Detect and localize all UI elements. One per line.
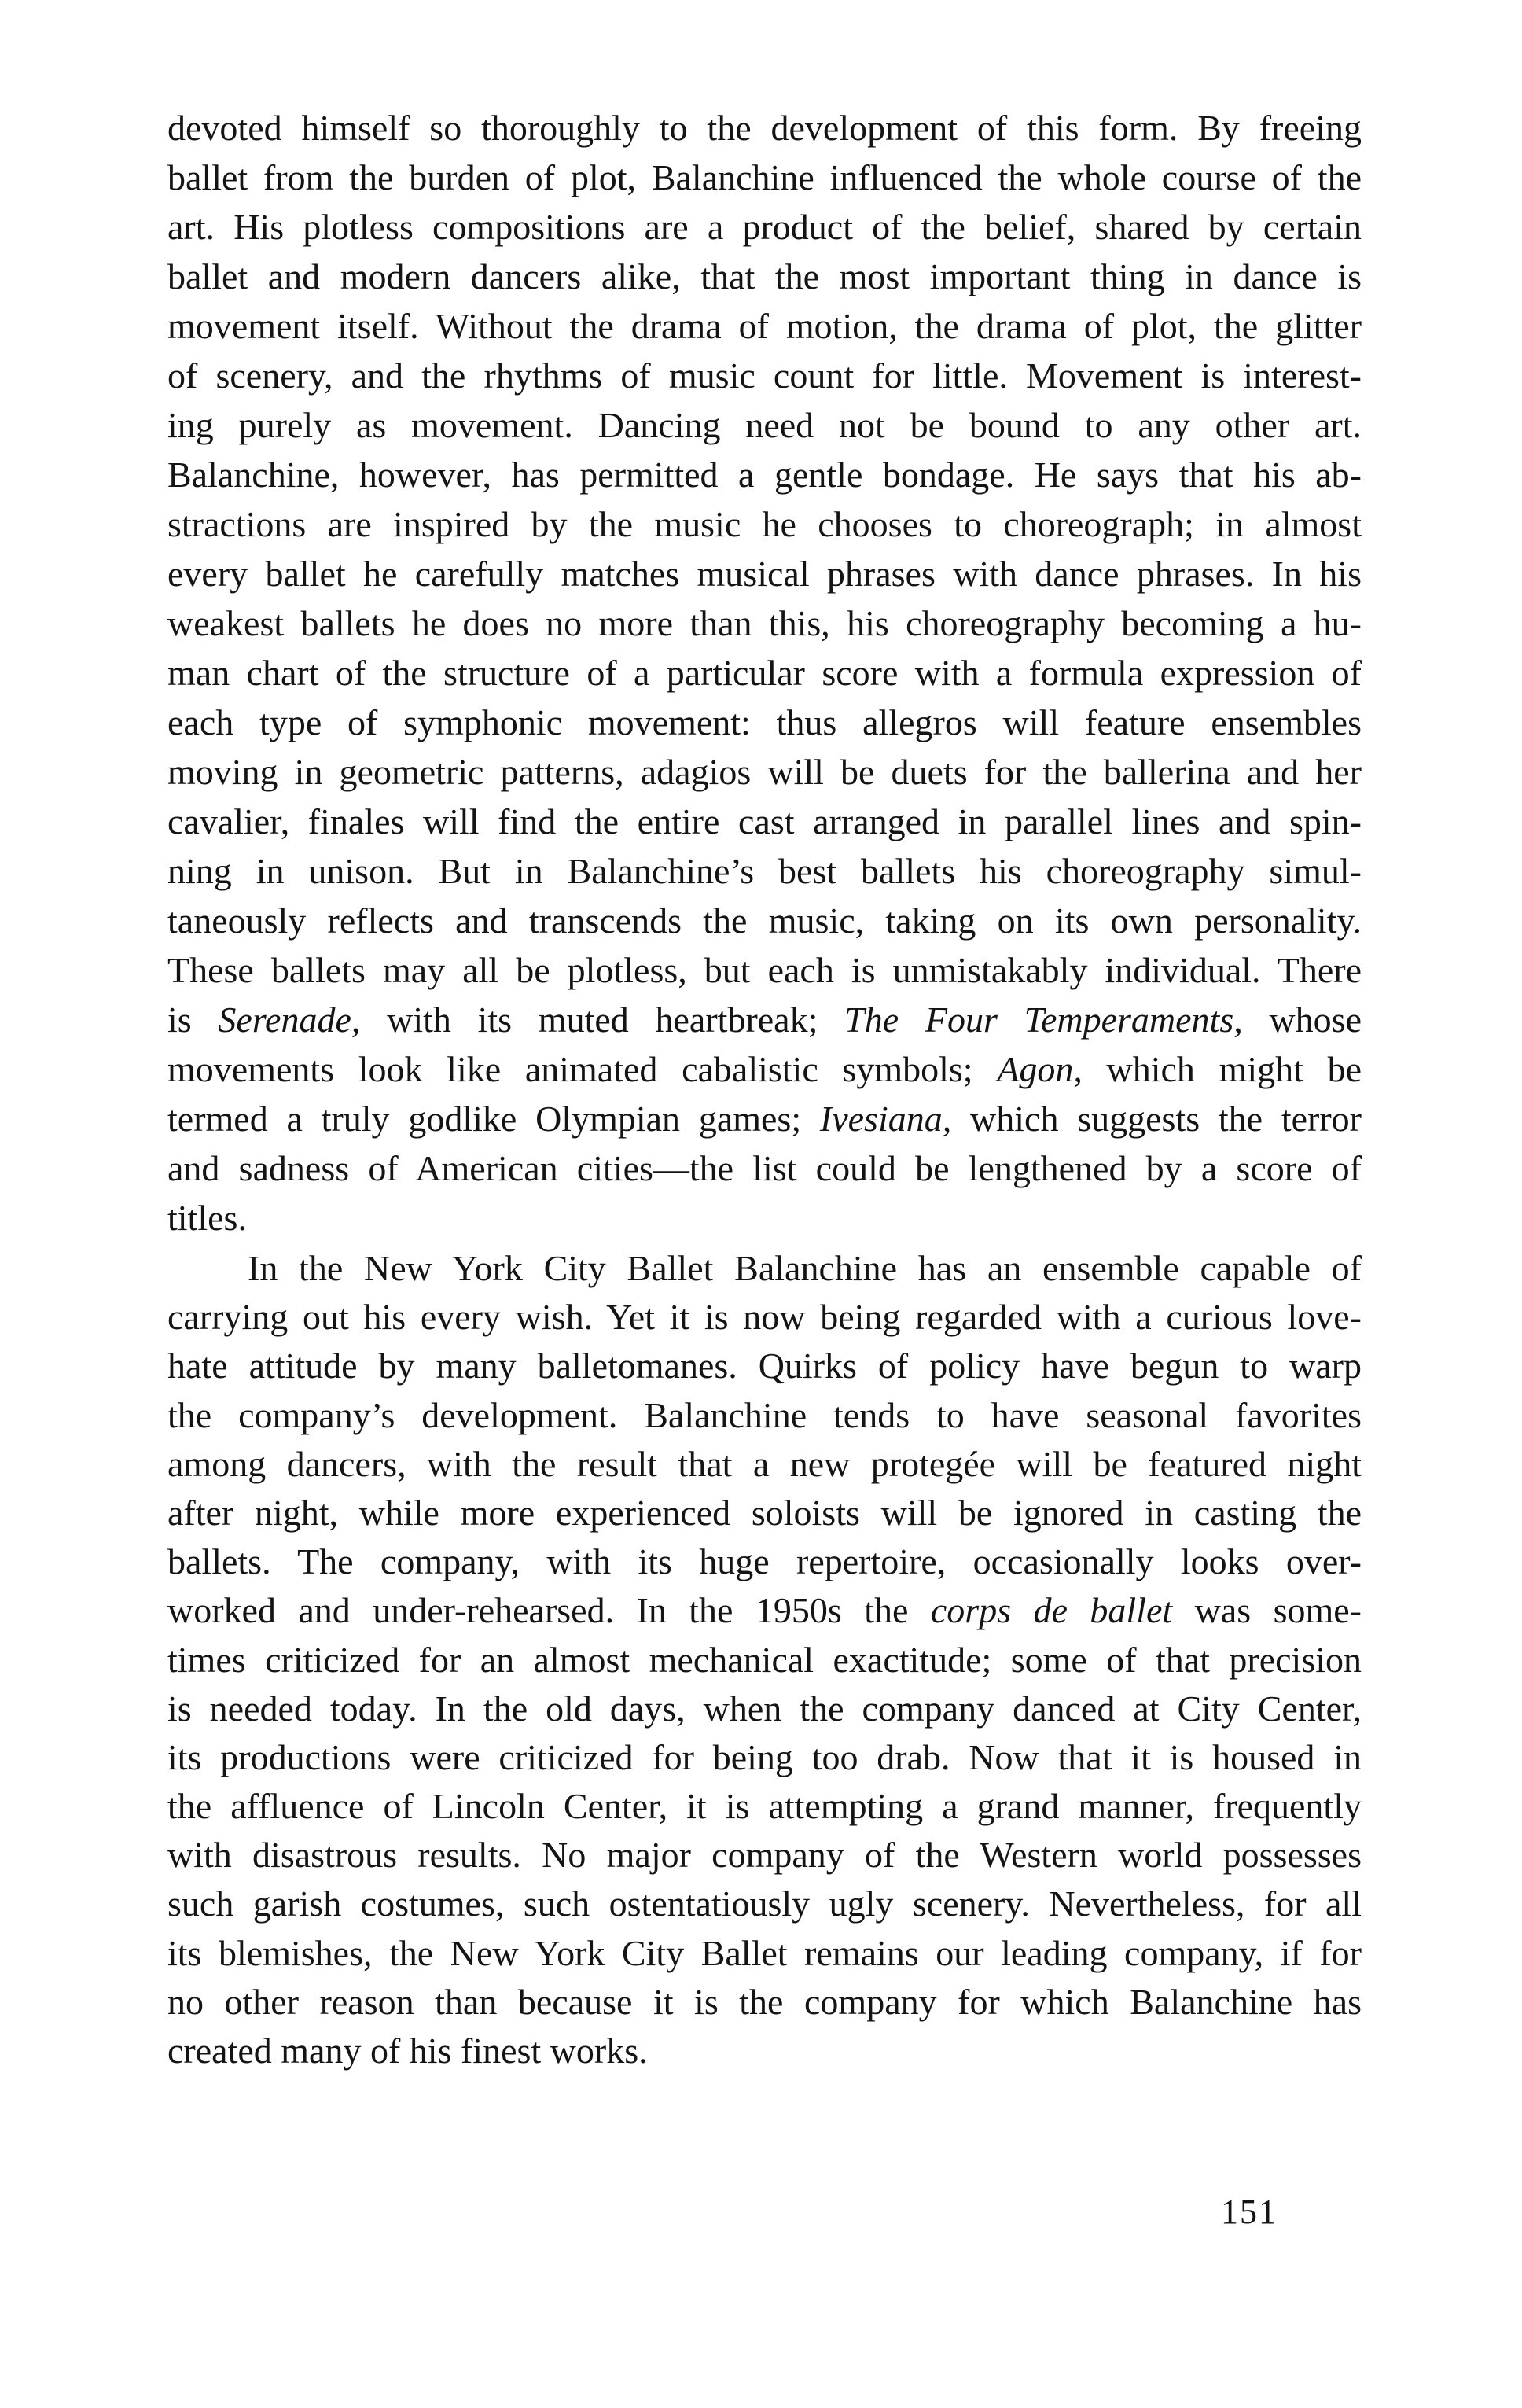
text-line-content [167, 1880, 1362, 1928]
text-line [167, 301, 1362, 351]
text-segment: ballets. The company, with its huge repertoire, occasionally looks over- [167, 1541, 1362, 1582]
text-line-content [167, 1978, 1362, 2027]
text-segment: hate attitude by many balletomanes. Quirks of policy have begun to warp [167, 1346, 1362, 1386]
text-line [167, 1193, 1362, 1243]
text-line-content [167, 1193, 1362, 1243]
text-segment: the affluence of Lincoln Center, it is attempting a grand manner, frequently [167, 1786, 1362, 1827]
text-segment: was some- [1172, 1590, 1362, 1631]
text-segment: created many of his finest works. [167, 2031, 648, 2071]
text-line [167, 1342, 1362, 1390]
text-line-content [167, 1143, 1362, 1193]
text-line-content [248, 1244, 1362, 1293]
text-segment: art. His plotless compositions are a product of the belief, shared by certain [167, 207, 1362, 247]
text-segment: is [167, 1000, 219, 1040]
text-line-content [167, 1831, 1362, 1880]
text-line [167, 1929, 1362, 1978]
text-segment: with disastrous results. No major company of the Western world possesses [167, 1835, 1362, 1876]
text-segment: whose [1242, 1000, 1362, 1040]
text-line-content [167, 846, 1362, 896]
text-segment: movements look like animated cabalistic symbols; [167, 1049, 998, 1089]
italic-title: corps de ballet [930, 1590, 1173, 1631]
text-segment: In the New York City Ballet Balanchine has an ensemble capable of [248, 1248, 1362, 1288]
text-line [167, 1586, 1362, 1635]
text-segment: every ballet he carefully matches musical phrases with dance phrases. In his [167, 554, 1362, 594]
text-line [167, 153, 1362, 202]
text-line [167, 1489, 1362, 1537]
text-segment: among dancers, with the result that a new protegée will be featured night [167, 1443, 1362, 1484]
text-line-content [167, 1440, 1362, 1489]
text-segment: and sadness of American cities—the list could be lengthened by a score of [167, 1148, 1362, 1188]
text-segment: such garish costumes, such ostentatiously ugly scenery. Nevertheless, for all [167, 1883, 1362, 1924]
text-line [167, 450, 1362, 499]
text-line-content [167, 797, 1362, 846]
text-line [167, 499, 1362, 549]
text-line [167, 1880, 1362, 1928]
italic-title: Serenade, [218, 1000, 361, 1040]
text-line-content [167, 1782, 1362, 1831]
text-segment: each type of symphonic movement: thus allegros will feature ensembles [167, 702, 1362, 742]
text-line [167, 400, 1362, 450]
text-line [167, 202, 1362, 252]
text-line-content [167, 1929, 1362, 1978]
text-line [167, 797, 1362, 846]
text-line-content [167, 1636, 1362, 1684]
text-line-content [167, 1684, 1362, 1733]
text-segment: the company’s development. Balanchine tends to have seasonal favorites [167, 1394, 1362, 1435]
text-segment: with its muted heartbreak; [360, 1000, 845, 1040]
text-line [167, 598, 1362, 648]
text-line-content [167, 896, 1362, 945]
text-line-content [167, 351, 1362, 400]
text-line [167, 2027, 1362, 2075]
text-segment: which might be [1082, 1049, 1362, 1089]
text-segment: carrying out his every wish. Yet it is now being regarded with a curious love- [167, 1297, 1362, 1338]
text-line-content [167, 945, 1362, 995]
text-line-content [167, 549, 1362, 598]
text-segment: which suggests the terror [951, 1099, 1362, 1139]
text-line [167, 1440, 1362, 1489]
text-line [167, 103, 1362, 153]
text-line-content [167, 1391, 1362, 1440]
text-line-content [167, 1537, 1362, 1586]
text-line-content [167, 1293, 1362, 1342]
text-line-content [167, 747, 1362, 797]
text-segment: termed a truly godlike Olympian games; [167, 1099, 820, 1139]
text-line-content [167, 301, 1362, 351]
text-segment: titles. [167, 1198, 247, 1238]
text-line-content [167, 598, 1362, 648]
text-line [167, 1782, 1362, 1831]
text-line-content [167, 648, 1362, 698]
text-segment: taneously reflects and transcends the music, taking on its own personality. [167, 900, 1362, 941]
italic-title: Agon, [997, 1049, 1083, 1089]
text-segment: ing purely as movement. Dancing need not be bound to any other art. [167, 405, 1362, 445]
text-line-content [167, 450, 1362, 499]
text-segment: moving in geometric patterns, adagios will be duets for the ballerina and her [167, 752, 1362, 792]
text-line-content [167, 2027, 1362, 2075]
text-line [167, 846, 1362, 896]
text-line [167, 1143, 1362, 1193]
text-segment: ballet from the burden of plot, Balanchine influenced the whole course of the [167, 157, 1362, 197]
text-line-content [167, 1044, 1362, 1094]
text-line [167, 698, 1362, 747]
page-number: 151 [1221, 2193, 1278, 2231]
text-line-content [167, 202, 1362, 252]
text-segment: man chart of the structure of a particular score with a formula expression of [167, 653, 1362, 693]
text-line [167, 252, 1362, 301]
text-segment: stractions are inspired by the music he chooses to choreograph; in almost [167, 504, 1362, 544]
text-line [167, 549, 1362, 598]
text-segment: ning in unison. But in Balanchine’s best ballets his choreography simul- [167, 851, 1362, 891]
text-segment: no other reason than because it is the company for which Balanchine has [167, 1981, 1362, 2022]
text-line-content [167, 1733, 1362, 1782]
text-segment: times criticized for an almost mechanical exactitude; some of that precision [167, 1639, 1362, 1680]
text-line [167, 1733, 1362, 1782]
italic-title: Ivesiana, [819, 1099, 952, 1139]
text-line [167, 1831, 1362, 1880]
text-line [167, 1636, 1362, 1684]
text-line-content [167, 1342, 1362, 1390]
text-line [167, 1537, 1362, 1586]
text-line [167, 648, 1362, 698]
text-segment: is needed today. In the old days, when the company danced at City Center, [167, 1688, 1362, 1729]
text-segment: movement itself. Without the drama of motion, the drama of plot, the glitter [167, 306, 1362, 346]
text-line-content [167, 103, 1362, 153]
text-segment: ballet and modern dancers alike, that the most important thing in dance is [167, 256, 1362, 296]
text-line-content [167, 1586, 1362, 1635]
paragraph-2 [167, 1244, 1362, 2075]
text-segment: weakest ballets he does no more than this, his choreography becoming a hu- [167, 603, 1362, 643]
text-line [167, 351, 1362, 400]
text-segment: of scenery, and the rhythms of music count for little. Movement is interest- [167, 355, 1362, 396]
text-line-content [167, 1489, 1362, 1537]
text-line [167, 1684, 1362, 1733]
italic-title: The Four Temperaments, [844, 1000, 1243, 1040]
text-line-content [167, 252, 1362, 301]
text-segment: cavalier, finales will find the entire cast arranged in parallel lines and spin- [167, 801, 1362, 841]
text-line-content [167, 400, 1362, 450]
text-segment: Balanchine, however, has permitted a gentle bondage. He says that his ab- [167, 455, 1362, 495]
text-line [167, 1044, 1362, 1094]
paragraph-1 [167, 103, 1362, 1243]
text-line-content [167, 1094, 1362, 1143]
text-segment: its productions were criticized for being too drab. Now that it is housed in [167, 1736, 1362, 1777]
text-line [167, 747, 1362, 797]
text-segment: worked and under-rehearsed. In the 1950s the [167, 1590, 931, 1631]
text-line-content [167, 698, 1362, 747]
text-segment: devoted himself so thoroughly to the development of this form. By freeing [167, 108, 1362, 148]
text-line [167, 1094, 1362, 1143]
text-line [167, 896, 1362, 945]
text-line [167, 945, 1362, 995]
text-segment: These ballets may all be plotless, but each is unmistakably individual. There [167, 950, 1362, 990]
text-segment: after night, while more experienced soloists will be ignored in casting the [167, 1492, 1362, 1533]
text-line [167, 1391, 1362, 1440]
text-line-content [167, 499, 1362, 549]
text-line [167, 995, 1362, 1044]
text-line-content [167, 995, 1362, 1044]
text-line-content [167, 153, 1362, 202]
text-line [167, 1978, 1362, 2027]
text-line [167, 1293, 1362, 1342]
text-segment: its blemishes, the New York City Ballet remains our leading company, if for [167, 1932, 1362, 1973]
text-line [167, 1244, 1362, 1293]
